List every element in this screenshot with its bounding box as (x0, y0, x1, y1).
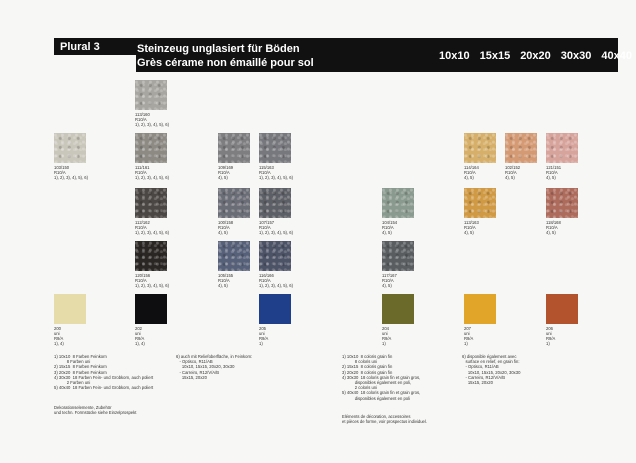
tile-206-swatch (546, 294, 578, 324)
header-notch (54, 55, 136, 72)
size-15x15: 15x15 (479, 50, 511, 62)
tile-204-label: 204 uni R9/A 1) (382, 326, 392, 346)
tile-102-152-swatch (505, 133, 537, 163)
brand-label: Plural 3 (54, 38, 136, 55)
tile-118-168-label: 118/168 R10/A 4), 5) (546, 220, 561, 235)
tile-207-label: 207 uni R9/A 1) (464, 326, 474, 346)
tile-121-151-swatch (546, 133, 578, 163)
size-30x30: 30x30 (560, 50, 592, 62)
tile-104-154-swatch (382, 188, 414, 218)
footnote-de-accessories: Dekorationselemente, Zubehör und techn. Formstücke siehe Einzelprospekt (54, 405, 137, 416)
footnote-fr-relief: 6) disponible également avec surface en relief, en grain fin: - Optisco, R11/AB 10x10, 15x15, 20x20, 30x30 - Carreiro, R12/V/A/B 15x15, 20x20 (462, 354, 521, 386)
tile-113-160-label: 113/160 R10/A 1), 2), 3), 4), 5), 6) (135, 112, 169, 127)
footnote-de-formats: 1) 10x10 8 Farben Feinkorn 8 Farben uni 2) 15x15 8 Farben Feinkorn 3) 20x20 8 Farben Feinkorn 4) 30x30 18 Farben Fein- und Grobkorn, auch poliert 2 Farben uni 5) 40x40 18 Farben Fein- und Grobkorn, auch poliert (54, 354, 154, 391)
tile-207-swatch (464, 294, 496, 324)
tile-114-164-swatch (464, 133, 496, 163)
tile-100-158-swatch (218, 188, 250, 218)
tile-116-166-label: 116/166 R10/A 1), 2), 3), 4), 5), 6) (259, 273, 293, 288)
tile-107-157-swatch (259, 188, 291, 218)
tile-111-161-swatch (135, 133, 167, 163)
tile-103-150-swatch (54, 133, 86, 163)
tile-200-label: 200 uni R9/A 1), 4) (54, 326, 64, 346)
tile-100-158-label: 100/158 R10/A 4), 5) (218, 220, 234, 235)
tile-205-label: 205 uni R9/A 1) (259, 326, 269, 346)
tile-109-169-label: 109/169 R10/A 4), 5) (218, 165, 234, 180)
size-10x10: 10x10 (439, 50, 470, 62)
tile-113-160-swatch (135, 80, 167, 110)
tile-112-162-swatch (135, 188, 167, 218)
tile-120-156-swatch (135, 241, 167, 271)
tile-202-swatch (135, 294, 167, 324)
tile-200-swatch (54, 294, 86, 324)
size-20x20: 20x20 (520, 50, 551, 62)
tile-204-swatch (382, 294, 414, 324)
tile-202-label: 202 uni R9/A 1), 4) (135, 326, 145, 346)
tile-104-154-label: 104/154 R10/A 4), 5) (382, 220, 398, 235)
title-german: Steinzeug unglasiert für Böden (137, 43, 300, 55)
tile-115-163-label: 115/163 R10/A 1), 2), 3), 4), 5), 6) (259, 165, 293, 180)
footnote-fr-accessories: Eléments de décoration, accessoires et pièces de forme, voir prospectus individuel. (342, 414, 427, 425)
tile-206-label: 206 uni R9/A 1) (546, 326, 556, 346)
size-40x40: 40x40 (601, 50, 632, 62)
tile-111-161-label: 111/161 R10/A 1), 2), 3), 4), 5), 6) (135, 165, 169, 180)
tile-105-155-label: 105/155 R10/A 4), 5) (218, 273, 234, 288)
title-french: Grès cérame non émaillé pour sol (137, 57, 314, 69)
tile-114-164-label: 114/164 R10/A 4), 5) (464, 165, 479, 180)
tile-115-163-swatch (259, 133, 291, 163)
footnote-fr-formats: 1) 10x10 8 coloris grain fin 8 coloris uni 2) 15x15 8 coloris grain fin 3) 20x20 8 coloris grain fin 4) 30x30 18 coloris grain fin et grain gros, disponibles également en poli, 2 coloris uni 5) 40x40 18 coloris grain fin et grain gros, disponibles également en poli (342, 354, 421, 401)
tile-103-150-label: 103/150 R10/A 1), 2), 3), 4), 5), 6) (54, 165, 88, 180)
tile-120-156-label: 120/156 R10/A 1), 2), 3), 4), 5), 6) (135, 273, 169, 288)
size-columns (439, 50, 632, 62)
tile-107-157-label: 107/157 R10/A 1), 2), 3), 4), 5), 6) (259, 220, 293, 235)
footnote-de-relief: 6) auch mit Reliefoberfläche, in Feinkorn: - Optisco, R11/AB 10x10, 15x15, 20x20, 30x30 - Carreiro, R12/V/A/B 15x15, 20x20 (176, 354, 253, 380)
tile-113-163-label: 113/163 R10/A 4), 5) (464, 220, 479, 235)
tile-113-163-swatch (464, 188, 496, 218)
tile-112-162-label: 112/162 R10/A 1), 2), 3), 4), 5), 6) (135, 220, 169, 235)
tile-116-166-swatch (259, 241, 291, 271)
tile-118-168-swatch (546, 188, 578, 218)
tile-102-152-label: 102/152 R10/A 4), 5) (505, 165, 521, 180)
tile-117-167-swatch (382, 241, 414, 271)
tile-109-169-swatch (218, 133, 250, 163)
tile-105-155-swatch (218, 241, 250, 271)
tile-121-151-label: 121/151 R10/A 4), 5) (546, 165, 562, 180)
tile-117-167-label: 117/167 R10/A 4), 5) (382, 273, 397, 288)
tile-205-swatch (259, 294, 291, 324)
